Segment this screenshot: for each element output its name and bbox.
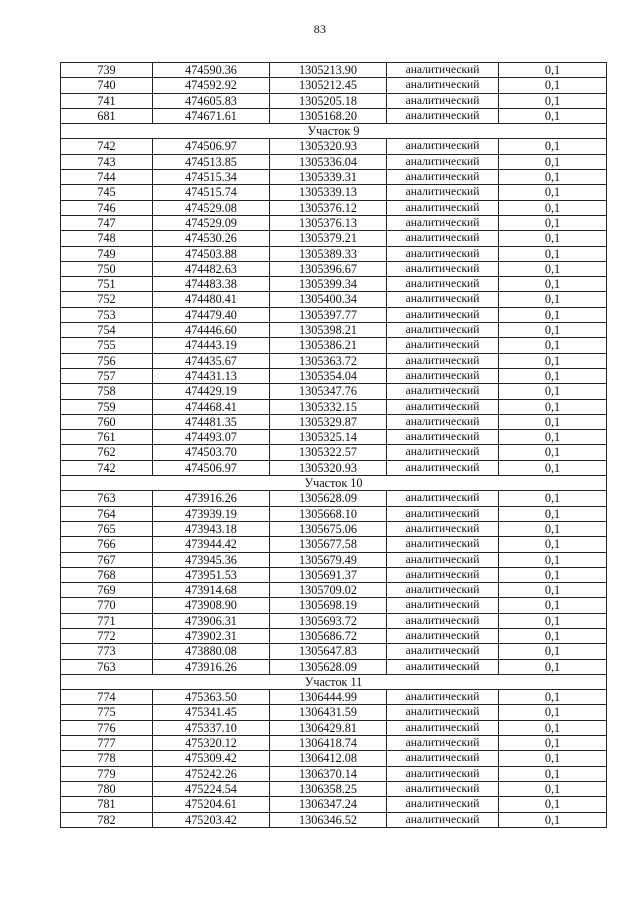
accuracy-cell: 0,1 — [499, 292, 607, 307]
y-coordinate-cell: 1305213.90 — [270, 63, 387, 78]
method-cell: аналитический — [387, 414, 499, 429]
method-cell: аналитический — [387, 399, 499, 414]
method-cell: аналитический — [387, 292, 499, 307]
accuracy-cell: 0,1 — [499, 552, 607, 567]
method-cell: аналитический — [387, 430, 499, 445]
table-row — [61, 246, 607, 261]
x-coordinate-cell: 475203.42 — [153, 812, 270, 827]
y-coordinate-cell: 1305675.06 — [270, 521, 387, 536]
method-cell: аналитический — [387, 63, 499, 78]
point-number-cell: 764 — [61, 506, 153, 521]
table-row — [61, 78, 607, 93]
accuracy-cell: 0,1 — [499, 368, 607, 383]
y-coordinate-cell: 1306370.14 — [270, 766, 387, 781]
method-cell: аналитический — [387, 583, 499, 598]
method-cell: аналитический — [387, 323, 499, 338]
y-coordinate-cell: 1305691.37 — [270, 567, 387, 582]
x-coordinate-cell: 474671.61 — [153, 108, 270, 123]
x-coordinate-cell: 474503.88 — [153, 246, 270, 261]
point-number-cell: 771 — [61, 613, 153, 628]
point-number-cell: 763 — [61, 659, 153, 674]
method-cell: аналитический — [387, 384, 499, 399]
x-coordinate-cell: 475242.26 — [153, 766, 270, 781]
method-cell: аналитический — [387, 215, 499, 230]
table-row — [61, 583, 607, 598]
x-coordinate-cell: 475320.12 — [153, 736, 270, 751]
y-coordinate-cell: 1305679.49 — [270, 552, 387, 567]
accuracy-cell: 0,1 — [499, 659, 607, 674]
point-number-cell: 758 — [61, 384, 153, 399]
table-row — [61, 399, 607, 414]
y-coordinate-cell: 1305332.15 — [270, 399, 387, 414]
y-coordinate-cell: 1306418.74 — [270, 736, 387, 751]
y-coordinate-cell: 1306358.25 — [270, 781, 387, 796]
x-coordinate-cell: 473906.31 — [153, 613, 270, 628]
table-row — [61, 705, 607, 720]
point-number-cell: 752 — [61, 292, 153, 307]
method-cell: аналитический — [387, 659, 499, 674]
table-row — [61, 261, 607, 276]
table-row — [61, 491, 607, 506]
y-coordinate-cell: 1305363.72 — [270, 353, 387, 368]
y-coordinate-cell: 1305205.18 — [270, 93, 387, 108]
table-row — [61, 170, 607, 185]
point-number-cell: 760 — [61, 414, 153, 429]
x-coordinate-cell: 473916.26 — [153, 659, 270, 674]
method-cell: аналитический — [387, 644, 499, 659]
point-number-cell: 776 — [61, 720, 153, 735]
method-cell: аналитический — [387, 552, 499, 567]
point-number-cell: 742 — [61, 460, 153, 475]
method-cell: аналитический — [387, 460, 499, 475]
table-row — [61, 781, 607, 796]
point-number-cell: 762 — [61, 445, 153, 460]
table-row — [61, 506, 607, 521]
x-coordinate-cell: 474590.36 — [153, 63, 270, 78]
y-coordinate-cell: 1305329.87 — [270, 414, 387, 429]
y-coordinate-cell: 1305628.09 — [270, 491, 387, 506]
y-coordinate-cell: 1305400.34 — [270, 292, 387, 307]
accuracy-cell: 0,1 — [499, 78, 607, 93]
point-number-cell: 743 — [61, 154, 153, 169]
x-coordinate-cell: 474431.13 — [153, 368, 270, 383]
y-coordinate-cell: 1305212.45 — [270, 78, 387, 93]
x-coordinate-cell: 475204.61 — [153, 797, 270, 812]
accuracy-cell: 0,1 — [499, 460, 607, 475]
table-row — [61, 460, 607, 475]
table-row — [61, 215, 607, 230]
table-row — [61, 521, 607, 536]
table-row — [61, 751, 607, 766]
point-number-cell: 779 — [61, 766, 153, 781]
accuracy-cell: 0,1 — [499, 690, 607, 705]
point-number-cell: 746 — [61, 200, 153, 215]
y-coordinate-cell: 1305677.58 — [270, 537, 387, 552]
accuracy-cell: 0,1 — [499, 812, 607, 827]
method-cell: аналитический — [387, 781, 499, 796]
y-coordinate-cell: 1306429.81 — [270, 720, 387, 735]
x-coordinate-cell: 474503.70 — [153, 445, 270, 460]
table-row — [61, 307, 607, 322]
x-coordinate-cell: 474506.97 — [153, 139, 270, 154]
y-coordinate-cell: 1305168.20 — [270, 108, 387, 123]
method-cell: аналитический — [387, 812, 499, 827]
method-cell: аналитический — [387, 139, 499, 154]
x-coordinate-cell: 473908.90 — [153, 598, 270, 613]
y-coordinate-cell: 1305354.04 — [270, 368, 387, 383]
accuracy-cell: 0,1 — [499, 185, 607, 200]
point-number-cell: 767 — [61, 552, 153, 567]
accuracy-cell: 0,1 — [499, 246, 607, 261]
point-number-cell: 739 — [61, 63, 153, 78]
method-cell: аналитический — [387, 261, 499, 276]
x-coordinate-cell: 474482.63 — [153, 261, 270, 276]
accuracy-cell: 0,1 — [499, 537, 607, 552]
table-row — [61, 720, 607, 735]
method-cell: аналитический — [387, 537, 499, 552]
x-coordinate-cell: 473945.36 — [153, 552, 270, 567]
accuracy-cell: 0,1 — [499, 491, 607, 506]
point-number-cell: 755 — [61, 338, 153, 353]
table-row — [61, 552, 607, 567]
method-cell: аналитический — [387, 93, 499, 108]
y-coordinate-cell: 1305320.93 — [270, 139, 387, 154]
y-coordinate-cell: 1306444.99 — [270, 690, 387, 705]
accuracy-cell: 0,1 — [499, 215, 607, 230]
accuracy-cell: 0,1 — [499, 108, 607, 123]
table-row — [61, 154, 607, 169]
method-cell: аналитический — [387, 445, 499, 460]
table-row — [61, 185, 607, 200]
accuracy-cell: 0,1 — [499, 766, 607, 781]
point-number-cell: 766 — [61, 537, 153, 552]
point-number-cell: 769 — [61, 583, 153, 598]
x-coordinate-cell: 474493.07 — [153, 430, 270, 445]
x-coordinate-cell: 474515.34 — [153, 170, 270, 185]
accuracy-cell: 0,1 — [499, 93, 607, 108]
table-row — [61, 659, 607, 674]
table-row — [61, 353, 607, 368]
x-coordinate-cell: 475309.42 — [153, 751, 270, 766]
point-number-cell: 749 — [61, 246, 153, 261]
x-coordinate-cell: 474592.92 — [153, 78, 270, 93]
point-number-cell: 742 — [61, 139, 153, 154]
page-number: 83 — [313, 22, 327, 36]
x-coordinate-cell: 474481.35 — [153, 414, 270, 429]
method-cell: аналитический — [387, 246, 499, 261]
accuracy-cell: 0,1 — [499, 720, 607, 735]
point-number-cell: 744 — [61, 170, 153, 185]
x-coordinate-cell: 474468.41 — [153, 399, 270, 414]
section-title: Участок 10 — [61, 476, 607, 491]
table-row — [61, 292, 607, 307]
accuracy-cell: 0,1 — [499, 644, 607, 659]
point-number-cell: 681 — [61, 108, 153, 123]
section-title: Участок 9 — [61, 124, 607, 139]
x-coordinate-cell: 473902.31 — [153, 628, 270, 643]
y-coordinate-cell: 1305709.02 — [270, 583, 387, 598]
point-number-cell: 753 — [61, 307, 153, 322]
coordinates-table — [60, 62, 607, 828]
accuracy-cell: 0,1 — [499, 598, 607, 613]
accuracy-cell: 0,1 — [499, 567, 607, 582]
table-row — [61, 430, 607, 445]
method-cell: аналитический — [387, 705, 499, 720]
point-number-cell: 761 — [61, 430, 153, 445]
y-coordinate-cell: 1305647.83 — [270, 644, 387, 659]
accuracy-cell: 0,1 — [499, 781, 607, 796]
point-number-cell: 745 — [61, 185, 153, 200]
table-row — [61, 736, 607, 751]
x-coordinate-cell: 474429.19 — [153, 384, 270, 399]
method-cell: аналитический — [387, 613, 499, 628]
method-cell: аналитический — [387, 154, 499, 169]
point-number-cell: 751 — [61, 277, 153, 292]
method-cell: аналитический — [387, 353, 499, 368]
y-coordinate-cell: 1305320.93 — [270, 460, 387, 475]
table-row — [61, 93, 607, 108]
y-coordinate-cell: 1306431.59 — [270, 705, 387, 720]
x-coordinate-cell: 475363.50 — [153, 690, 270, 705]
method-cell: аналитический — [387, 185, 499, 200]
accuracy-cell: 0,1 — [499, 231, 607, 246]
table-row — [61, 108, 607, 123]
x-coordinate-cell: 473916.26 — [153, 491, 270, 506]
section-header-row — [61, 674, 607, 689]
table-row — [61, 139, 607, 154]
table-row — [61, 797, 607, 812]
table-row — [61, 277, 607, 292]
x-coordinate-cell: 474480.41 — [153, 292, 270, 307]
table-row — [61, 323, 607, 338]
x-coordinate-cell: 474515.74 — [153, 185, 270, 200]
table-row — [61, 231, 607, 246]
y-coordinate-cell: 1306346.52 — [270, 812, 387, 827]
point-number-cell: 777 — [61, 736, 153, 751]
accuracy-cell: 0,1 — [499, 414, 607, 429]
y-coordinate-cell: 1305325.14 — [270, 430, 387, 445]
y-coordinate-cell: 1305376.12 — [270, 200, 387, 215]
point-number-cell: 740 — [61, 78, 153, 93]
table-row — [61, 567, 607, 582]
accuracy-cell: 0,1 — [499, 399, 607, 414]
table-row — [61, 445, 607, 460]
accuracy-cell: 0,1 — [499, 705, 607, 720]
point-number-cell: 748 — [61, 231, 153, 246]
method-cell: аналитический — [387, 338, 499, 353]
method-cell: аналитический — [387, 231, 499, 246]
accuracy-cell: 0,1 — [499, 384, 607, 399]
method-cell: аналитический — [387, 307, 499, 322]
method-cell: аналитический — [387, 368, 499, 383]
table-row — [61, 338, 607, 353]
accuracy-cell: 0,1 — [499, 63, 607, 78]
point-number-cell: 747 — [61, 215, 153, 230]
y-coordinate-cell: 1305322.57 — [270, 445, 387, 460]
accuracy-cell: 0,1 — [499, 307, 607, 322]
point-number-cell: 765 — [61, 521, 153, 536]
x-coordinate-cell: 473914.68 — [153, 583, 270, 598]
table-row — [61, 644, 607, 659]
method-cell: аналитический — [387, 628, 499, 643]
x-coordinate-cell: 474446.60 — [153, 323, 270, 338]
point-number-cell: 756 — [61, 353, 153, 368]
x-coordinate-cell: 474530.26 — [153, 231, 270, 246]
y-coordinate-cell: 1305686.72 — [270, 628, 387, 643]
x-coordinate-cell: 473939.19 — [153, 506, 270, 521]
method-cell: аналитический — [387, 751, 499, 766]
x-coordinate-cell: 475224.54 — [153, 781, 270, 796]
x-coordinate-cell: 473944.42 — [153, 537, 270, 552]
table-row — [61, 537, 607, 552]
x-coordinate-cell: 473880.08 — [153, 644, 270, 659]
method-cell: аналитический — [387, 720, 499, 735]
accuracy-cell: 0,1 — [499, 200, 607, 215]
x-coordinate-cell: 473943.18 — [153, 521, 270, 536]
point-number-cell: 772 — [61, 628, 153, 643]
point-number-cell: 780 — [61, 781, 153, 796]
accuracy-cell: 0,1 — [499, 154, 607, 169]
section-header-row — [61, 476, 607, 491]
y-coordinate-cell: 1305376.13 — [270, 215, 387, 230]
method-cell: аналитический — [387, 598, 499, 613]
y-coordinate-cell: 1305389.33 — [270, 246, 387, 261]
accuracy-cell: 0,1 — [499, 521, 607, 536]
section-title: Участок 11 — [61, 674, 607, 689]
point-number-cell: 754 — [61, 323, 153, 338]
method-cell: аналитический — [387, 200, 499, 215]
accuracy-cell: 0,1 — [499, 797, 607, 812]
point-number-cell: 759 — [61, 399, 153, 414]
accuracy-cell: 0,1 — [499, 277, 607, 292]
table-row — [61, 384, 607, 399]
table-row — [61, 766, 607, 781]
accuracy-cell: 0,1 — [499, 751, 607, 766]
coordinates-table-body — [61, 63, 607, 828]
x-coordinate-cell: 474443.19 — [153, 338, 270, 353]
y-coordinate-cell: 1305396.67 — [270, 261, 387, 276]
point-number-cell: 781 — [61, 797, 153, 812]
section-header-row — [61, 124, 607, 139]
accuracy-cell: 0,1 — [499, 338, 607, 353]
y-coordinate-cell: 1305386.21 — [270, 338, 387, 353]
x-coordinate-cell: 474506.97 — [153, 460, 270, 475]
y-coordinate-cell: 1305399.34 — [270, 277, 387, 292]
point-number-cell: 778 — [61, 751, 153, 766]
method-cell: аналитический — [387, 797, 499, 812]
y-coordinate-cell: 1306412.08 — [270, 751, 387, 766]
method-cell: аналитический — [387, 491, 499, 506]
x-coordinate-cell: 474529.09 — [153, 215, 270, 230]
method-cell: аналитический — [387, 567, 499, 582]
method-cell: аналитический — [387, 690, 499, 705]
y-coordinate-cell: 1305347.76 — [270, 384, 387, 399]
y-coordinate-cell: 1305398.21 — [270, 323, 387, 338]
table-row — [61, 200, 607, 215]
point-number-cell: 768 — [61, 567, 153, 582]
x-coordinate-cell: 474529.08 — [153, 200, 270, 215]
method-cell: аналитический — [387, 766, 499, 781]
accuracy-cell: 0,1 — [499, 445, 607, 460]
y-coordinate-cell: 1306347.24 — [270, 797, 387, 812]
table-row — [61, 63, 607, 78]
x-coordinate-cell: 474435.67 — [153, 353, 270, 368]
table-row — [61, 613, 607, 628]
y-coordinate-cell: 1305336.04 — [270, 154, 387, 169]
method-cell: аналитический — [387, 277, 499, 292]
accuracy-cell: 0,1 — [499, 613, 607, 628]
point-number-cell: 782 — [61, 812, 153, 827]
table-row — [61, 690, 607, 705]
point-number-cell: 763 — [61, 491, 153, 506]
y-coordinate-cell: 1305339.13 — [270, 185, 387, 200]
point-number-cell: 750 — [61, 261, 153, 276]
method-cell: аналитический — [387, 108, 499, 123]
y-coordinate-cell: 1305339.31 — [270, 170, 387, 185]
y-coordinate-cell: 1305628.09 — [270, 659, 387, 674]
point-number-cell: 757 — [61, 368, 153, 383]
y-coordinate-cell: 1305698.19 — [270, 598, 387, 613]
accuracy-cell: 0,1 — [499, 323, 607, 338]
x-coordinate-cell: 473951.53 — [153, 567, 270, 582]
table-row — [61, 598, 607, 613]
y-coordinate-cell: 1305693.72 — [270, 613, 387, 628]
y-coordinate-cell: 1305397.77 — [270, 307, 387, 322]
accuracy-cell: 0,1 — [499, 506, 607, 521]
accuracy-cell: 0,1 — [499, 261, 607, 276]
method-cell: аналитический — [387, 736, 499, 751]
y-coordinate-cell: 1305379.21 — [270, 231, 387, 246]
method-cell: аналитический — [387, 78, 499, 93]
x-coordinate-cell: 474513.85 — [153, 154, 270, 169]
point-number-cell: 775 — [61, 705, 153, 720]
table-row — [61, 368, 607, 383]
accuracy-cell: 0,1 — [499, 170, 607, 185]
accuracy-cell: 0,1 — [499, 139, 607, 154]
point-number-cell: 770 — [61, 598, 153, 613]
table-row — [61, 812, 607, 827]
accuracy-cell: 0,1 — [499, 353, 607, 368]
method-cell: аналитический — [387, 521, 499, 536]
x-coordinate-cell: 474605.83 — [153, 93, 270, 108]
point-number-cell: 774 — [61, 690, 153, 705]
accuracy-cell: 0,1 — [499, 430, 607, 445]
x-coordinate-cell: 474479.40 — [153, 307, 270, 322]
accuracy-cell: 0,1 — [499, 736, 607, 751]
table-row — [61, 414, 607, 429]
accuracy-cell: 0,1 — [499, 628, 607, 643]
method-cell: аналитический — [387, 170, 499, 185]
point-number-cell: 741 — [61, 93, 153, 108]
y-coordinate-cell: 1305668.10 — [270, 506, 387, 521]
table-row — [61, 628, 607, 643]
point-number-cell: 773 — [61, 644, 153, 659]
x-coordinate-cell: 474483.38 — [153, 277, 270, 292]
x-coordinate-cell: 475341.45 — [153, 705, 270, 720]
method-cell: аналитический — [387, 506, 499, 521]
accuracy-cell: 0,1 — [499, 583, 607, 598]
x-coordinate-cell: 475337.10 — [153, 720, 270, 735]
